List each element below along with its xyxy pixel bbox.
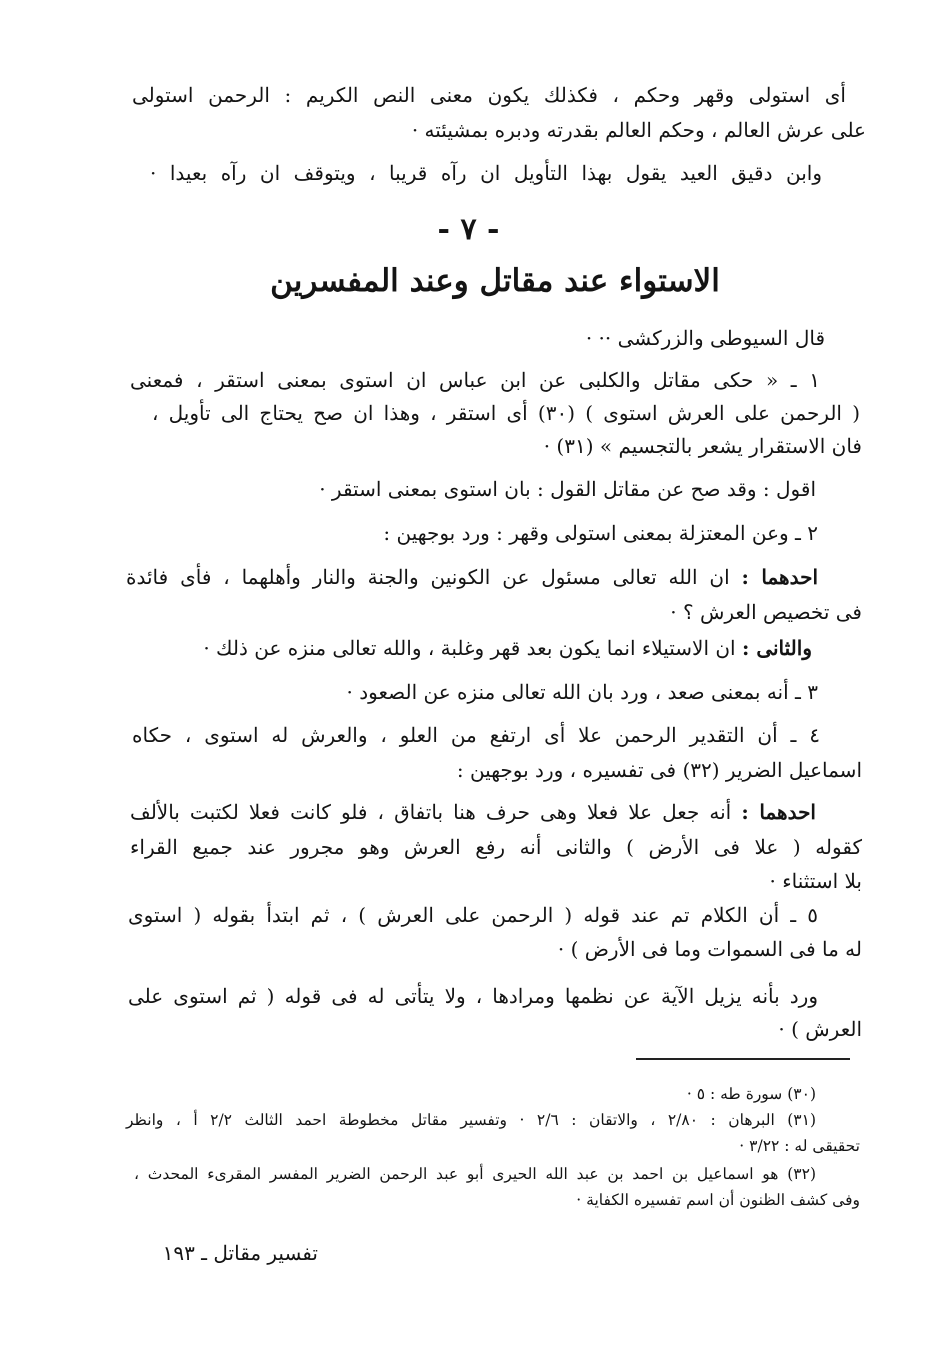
body-line-4: فان الاستقرار يشعر بالتجسيم » (٣١) · [543,434,862,458]
lead-word-first-b: احدهما : [741,800,816,824]
body-line-6: ٢ ـ وعن المعتزلة بمعنى استولى وقهر : ورد بوجهين : [383,521,818,545]
body-line-12: اسماعيل الضرير (٣٢) فى تفسيره ، ورد بوجهين : [456,758,862,782]
intro-line-1: أى استولى وقهر وحكم ، فكذلك يكون معنى النص الكريم : الرحمن استولى [132,83,846,107]
footnote-32-line-2: وفى كشف الظنون أن اسم تفسيره الكفاية · [576,1191,860,1209]
footnote-32-line-1: (٣٢) هو اسماعيل بن احمد بن عبد الله الحيرى أبو عبد الرحمن الضرير المفسر المقرىء المحدث ، [134,1165,816,1183]
intro-line-3: وابن دقيق العيد يقول بهذا التأويل ان رآه قريبا ، ويتوقف ان رآه بعيدا · [150,161,822,185]
body-line-1: قال السيوطى والزركشى ·· · [585,326,825,350]
body-line-9-text: ان الاستيلاء انما يكون بعد قهر وغلبة ، والله تعالى منزه عن ذلك · [203,636,736,660]
body-line-16: ٥ ـ أن الكلام تم عند قوله ( الرحمن على العرش ) ، ثم ابتدأ بقوله ( استوى [128,903,818,927]
body-line-13 [130,797,816,827]
body-line-14: كقوله ( علا فى الأرض ) والثانى أنه رفع العرش وهو مجرور عند جميع القراء [130,835,862,859]
body-line-9 [158,633,812,663]
body-line-10: ٣ ـ أنه بمعنى صعد ، ورد بان الله تعالى منزه عن الصعود · [346,680,818,704]
body-line-18: ورد بأنه يزيل الآية عن نظمها ومرادها ، ولا يتأتى له فى قوله ( ثم استوى على [128,984,818,1008]
body-line-13-text: أنه جعل علا فعلا وهى حرف هنا باتفاق ، فلو كانت فعلا لكتبت بالألف [130,800,732,824]
footnote-31-line-2: تحقيقى له : ٣/٢٢ · [739,1137,860,1155]
footnote-divider [636,1058,850,1060]
footnote-31-line-1: (٣١) البرهان : ٢/٨٠ ، والاتقان : ٢/٦ · وتفسير مقاتل مخطوطة احمد الثالث ٢/٢ أ ، وانظر [126,1111,816,1129]
footnote-30: (٣٠) سورة طه : ٥ · [686,1085,816,1103]
lead-word-second: والثانى : [741,636,812,660]
body-line-3: ( الرحمن على العرش استوى ) (٣٠) أى استقر ، وهذا ان صح يحتاج الى تأويل ، [152,401,860,425]
section-title: الاستواء عند مقاتل وعند المفسرين [270,263,720,299]
section-number: - ٧ - [437,212,500,247]
lead-word-first: احدهما : [741,565,819,589]
body-line-7 [126,562,818,592]
body-line-2: ١ ـ « حكى مقاتل والكلبى عن ابن عباس ان استوى بمعنى استقر ، فمعنى [130,368,820,392]
page-footer: تفسير مقاتل ـ ١٩٣ [162,1241,318,1265]
intro-line-2: على عرش العالم ، وحكم العالم بقدرته ودبره بمشيئته · [411,118,866,142]
body-line-8: فى تخصيص العرش ؟ · [670,600,862,624]
body-line-7-text: ان الله تعالى مسئول عن الكونين والجنة والنار وأهلهما ، فأى فائدة [126,565,730,589]
body-line-5: اقول : وقد صح عن مقاتل القول : بان استوى بمعنى استقر · [319,477,816,501]
body-line-19: العرش ) · [778,1017,862,1041]
body-line-15: بلا استثناء · [769,869,862,893]
body-line-17: له ما فى السموات وما فى الأرض ) · [557,937,862,961]
body-line-11: ٤ ـ أن التقدير الرحمن علا أى ارتفع من العلو ، والعرش له استوى ، حكاه [132,723,820,747]
